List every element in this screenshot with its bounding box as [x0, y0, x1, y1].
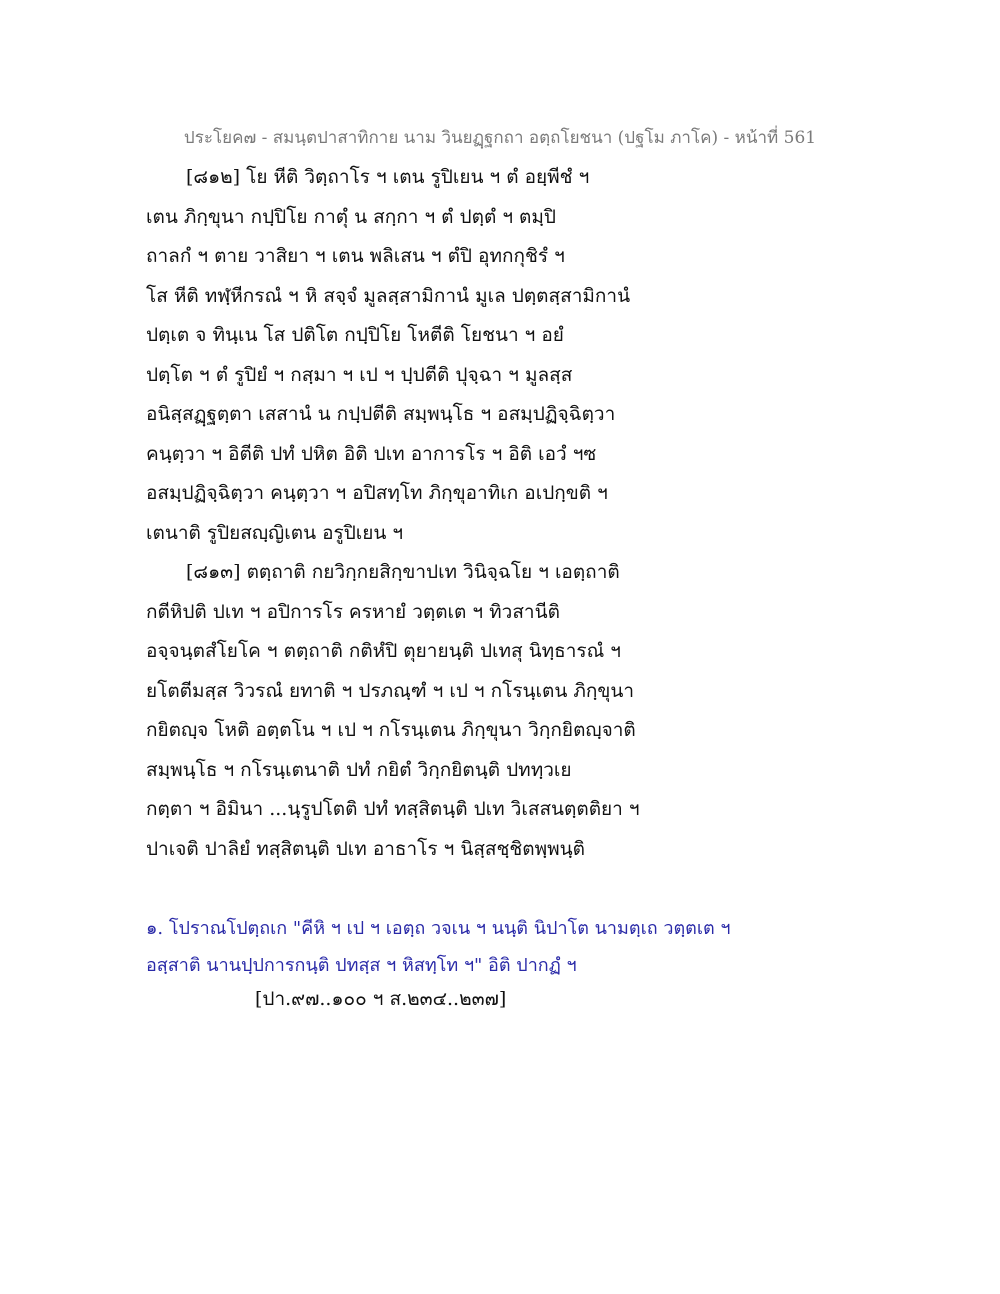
text-line: [๘๑๓] ตตฺถาติ กยวิกฺกยสิกฺขาปเท วินิจฺฉโย ฯ เอตฺถาติ: [186, 561, 620, 583]
text-line: ปาเจติ ปาลิยํ ทสฺสิตนฺติ ปเท อาธาโร ฯ นิสฺสชฺชิตพฺพนฺติ: [146, 837, 586, 860]
text-line: อจฺจนฺตสํโยโค ฯ ตตฺถาติ กติหํปิ ตุยายนฺติ ปเทสุ นิทฺธารณํ ฯ: [146, 640, 621, 662]
text-line: คนฺตฺวา ฯ อิตีติ ปทํ ปหิต อิติ ปเท อาการโร ฯ อิติ เอวํ ฯซ: [146, 442, 597, 465]
text-line: กยิตญฺจ โหติ อตฺตโน ฯ เป ฯ กโรนฺเตน ภิกฺขุนา วิกฺกยิตญฺจาติ: [146, 719, 636, 741]
footnote-line: อสฺสาติ นานปฺปการกนฺติ ปทสฺส ฯ หิสทฺโท ฯ" อิติ ปากฏํ ฯ: [146, 955, 577, 976]
text-line: เตนาติ รูปิยสญฺญิเตน อรูปิเยน ฯ: [146, 521, 404, 544]
footnote-line: ๑. โปราณโปตฺถเก "คีหิ ฯ เป ฯ เอตฺถ วจเน ฯ นนฺติ นิปาโต นามตฺเถ วตฺตเต ฯ: [146, 918, 731, 939]
main-text: [146, 158, 866, 869]
page-header: [0, 124, 1000, 151]
text-line: สมฺพนฺโธ ฯ กโรนฺเตนาติ ปทํ กยิตํ วิกฺกยิตนฺติ ปททฺวเย: [146, 758, 572, 781]
page-header-text: ประโยค๗ - สมนฺตปาสาทิกาย นาม วินยฏฺฐกถา อตฺถโยชนา (ปฐโม ภาโค) - หน้าที่ 561: [183, 128, 817, 148]
text-line: ถาลกํ ฯ ตาย วาสิยา ฯ เตน พลิเสน ฯ ตํปิ อุทกกุชิรํ ฯ: [146, 245, 565, 267]
text-line: อสมฺปฏิจฺฉิตฺวา คนฺตฺวา ฯ อปิสทฺโท ภิกฺขุอาทิเก อเปกฺขติ ฯ: [146, 482, 608, 504]
page-reference: [ปา.๙๗..๑๐๐ ฯ ส.๒๓๔..๒๓๗]: [255, 988, 507, 1010]
text-line: กตฺตา ฯ อิมินา ...นฺรูปโตติ ปทํ ทสฺสิตนฺติ ปเท วิเสสนตฺตติยา ฯ: [146, 798, 640, 820]
text-line: อนิสฺสฏฺฐตฺตา เสสานํ น กปฺปตีติ สมฺพนฺโธ ฯ อสมฺปฏิจฺฉิตฺวา: [146, 403, 616, 425]
text-line: กตีหิปติ ปเท ฯ อปิการโร ครหายํ วตฺตเต ฯ ทิวสานีติ: [146, 600, 560, 623]
text-line: [๘๑๒] โย หีติ วิตฺถาโร ฯ เตน รูปิเยน ฯ ตํ อยฺพีชํ ฯ: [186, 166, 590, 188]
text-line: ปตฺโต ฯ ตํ รูปิยํ ฯ กสฺมา ฯ เป ฯ ปฺปตีติ ปุจฺฉา ฯ มูลสฺส: [146, 363, 573, 386]
text-line: เตน ภิกฺขุนา กปฺปิโย กาตุํ น สกฺกา ฯ ตํ ปตฺตํ ฯ ตมฺปิ: [146, 205, 556, 228]
text-line: ปตฺเต จ ทินฺเน โส ปติโต กปฺปิโย โหตีติ โยชนา ฯ อยํ: [146, 324, 564, 346]
footnotes: [146, 910, 866, 984]
text-line: ยโตตีมสฺส วิวรณํ ยทาติ ฯ ปรภณฺฑํ ฯ เป ฯ กโรนฺเตน ภิกฺขุนา: [146, 679, 635, 702]
text-line: โส หีติ ทฬฺหีกรณํ ฯ หิ สจฺจํ มูลสฺสามิกานํ มูเล ปตฺตสฺสามิกานํ: [146, 284, 631, 307]
